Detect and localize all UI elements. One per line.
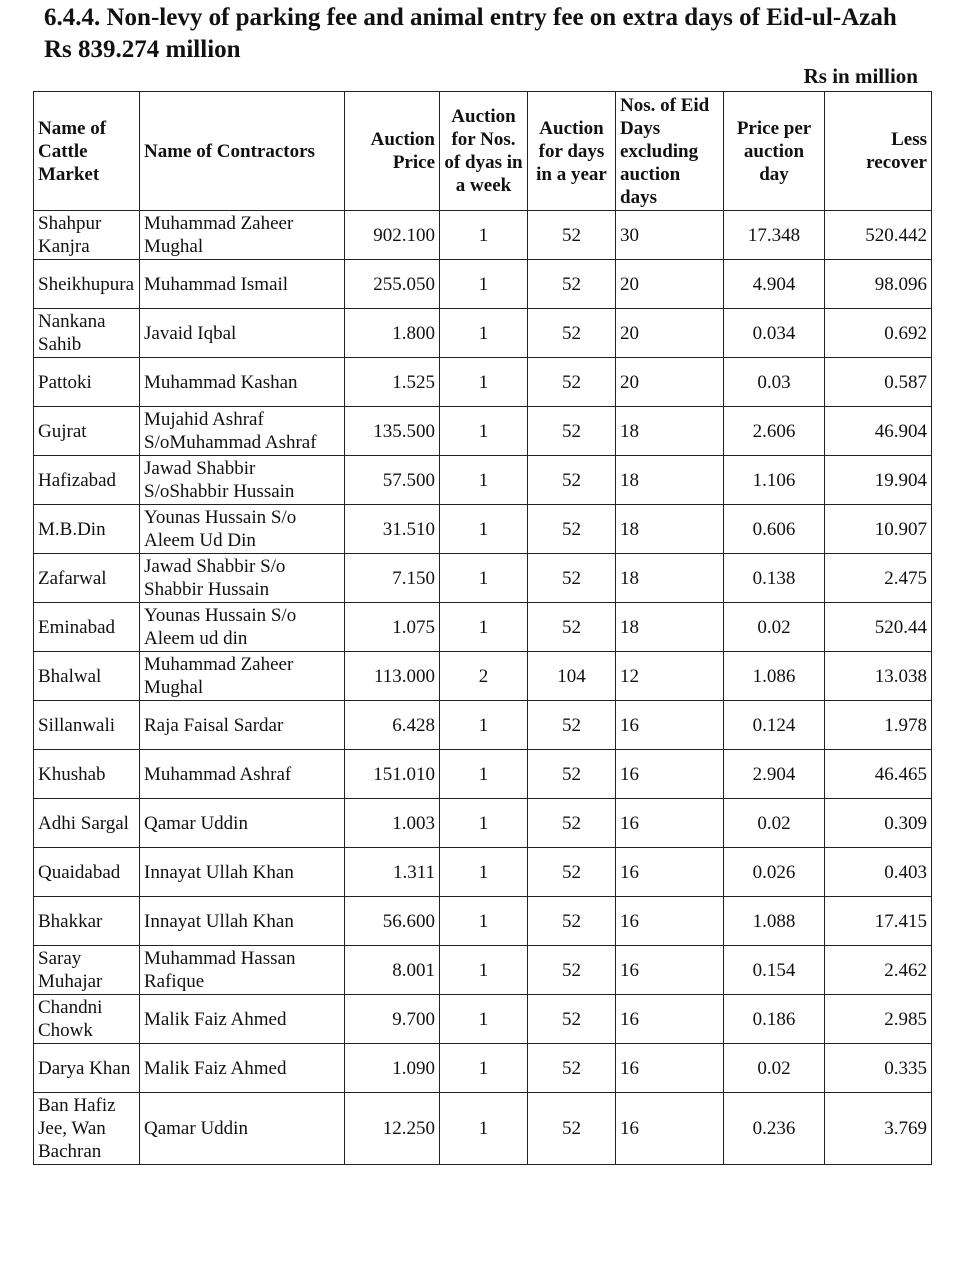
cell-price: 1.090 — [345, 1044, 440, 1093]
cell-price: 255.050 — [345, 260, 440, 309]
cell-per-year: 52 — [528, 554, 616, 603]
cell-contractor: Muhammad Ashraf — [140, 750, 345, 799]
cell-less: 2.985 — [825, 995, 932, 1044]
cell-market: Khushab — [34, 750, 140, 799]
cell-per-week: 1 — [440, 848, 528, 897]
cell-eid-days: 16 — [616, 995, 724, 1044]
cell-per-day: 1.106 — [724, 456, 825, 505]
cell-eid-days: 18 — [616, 505, 724, 554]
cell-contractor: Mujahid Ashraf S/oMuhammad Ashraf — [140, 407, 345, 456]
cell-per-year: 52 — [528, 603, 616, 652]
cell-per-day: 0.02 — [724, 1044, 825, 1093]
table-row — [34, 848, 932, 897]
cell-market: Ban Hafiz Jee, Wan Bachran — [34, 1093, 140, 1165]
cell-contractor: Younas Hussain S/o Aleem ud din — [140, 603, 345, 652]
cell-market: Zafarwal — [34, 554, 140, 603]
header-price: Auction Price — [345, 92, 440, 211]
cell-price: 135.500 — [345, 407, 440, 456]
cell-market: Shahpur Kanjra — [34, 211, 140, 260]
cell-market: Sillanwali — [34, 701, 140, 750]
cell-price: 12.250 — [345, 1093, 440, 1165]
cell-per-year: 52 — [528, 407, 616, 456]
cell-eid-days: 16 — [616, 848, 724, 897]
cell-per-week: 1 — [440, 358, 528, 407]
cell-market: Gujrat — [34, 407, 140, 456]
table-body — [34, 211, 932, 1165]
cell-per-day: 0.236 — [724, 1093, 825, 1165]
cell-less: 46.904 — [825, 407, 932, 456]
cell-per-week: 1 — [440, 505, 528, 554]
table-row — [34, 701, 932, 750]
cell-per-week: 1 — [440, 211, 528, 260]
table-row — [34, 407, 932, 456]
page-title: 6.4.4. Non-levy of parking fee and animal entry fee on extra days of Eid-ul-Azah Rs 839.274 million — [44, 4, 897, 63]
cell-price: 1.525 — [345, 358, 440, 407]
table-row — [34, 995, 932, 1044]
cell-per-week: 1 — [440, 1044, 528, 1093]
cell-less: 98.096 — [825, 260, 932, 309]
cell-eid-days: 16 — [616, 799, 724, 848]
cell-less: 17.415 — [825, 897, 932, 946]
cell-per-day: 17.348 — [724, 211, 825, 260]
cell-market: Hafizabad — [34, 456, 140, 505]
cell-per-week: 1 — [440, 456, 528, 505]
cell-contractor: Younas Hussain S/o Aleem Ud Din — [140, 505, 345, 554]
cell-market: Bhakkar — [34, 897, 140, 946]
cell-price: 902.100 — [345, 211, 440, 260]
cell-per-day: 0.02 — [724, 603, 825, 652]
cell-per-day: 0.02 — [724, 799, 825, 848]
table-row — [34, 456, 932, 505]
cell-eid-days: 20 — [616, 260, 724, 309]
header-per-day: Price per auction day — [724, 92, 825, 211]
cell-eid-days: 16 — [616, 750, 724, 799]
table-row — [34, 505, 932, 554]
cell-per-week: 1 — [440, 897, 528, 946]
cell-less: 0.692 — [825, 309, 932, 358]
table-row — [34, 554, 932, 603]
cell-market: Quaidabad — [34, 848, 140, 897]
cell-less: 19.904 — [825, 456, 932, 505]
cell-per-year: 52 — [528, 358, 616, 407]
cell-per-day: 0.026 — [724, 848, 825, 897]
header-market: Name of Cattle Market — [34, 92, 140, 211]
cell-per-day: 0.606 — [724, 505, 825, 554]
cell-per-year: 52 — [528, 897, 616, 946]
cell-price: 1.311 — [345, 848, 440, 897]
table-row — [34, 750, 932, 799]
table-row — [34, 260, 932, 309]
cell-price: 1.003 — [345, 799, 440, 848]
cell-per-week: 1 — [440, 701, 528, 750]
table-row — [34, 309, 932, 358]
cell-per-day: 1.086 — [724, 652, 825, 701]
cell-contractor: Malik Faiz Ahmed — [140, 1044, 345, 1093]
table-header-row — [34, 92, 932, 211]
cell-less: 3.769 — [825, 1093, 932, 1165]
cell-market: Darya Khan — [34, 1044, 140, 1093]
header-per-year: Auction for days in a year — [528, 92, 616, 211]
cell-per-day: 0.138 — [724, 554, 825, 603]
cell-less: 520.442 — [825, 211, 932, 260]
cell-eid-days: 20 — [616, 309, 724, 358]
cell-contractor: Malik Faiz Ahmed — [140, 995, 345, 1044]
cell-eid-days: 18 — [616, 456, 724, 505]
cell-per-day: 0.03 — [724, 358, 825, 407]
cell-per-week: 1 — [440, 750, 528, 799]
header-eid-days: Nos. of Eid Days excluding auction days — [616, 92, 724, 211]
cell-per-year: 52 — [528, 848, 616, 897]
unit-label: Rs in million — [803, 64, 918, 88]
auction-table — [33, 91, 932, 1165]
cell-per-year: 52 — [528, 995, 616, 1044]
cell-price: 1.075 — [345, 603, 440, 652]
header-less: Less recover — [825, 92, 932, 211]
cell-contractor: Qamar Uddin — [140, 799, 345, 848]
cell-per-year: 52 — [528, 750, 616, 799]
cell-per-year: 52 — [528, 701, 616, 750]
cell-eid-days: 12 — [616, 652, 724, 701]
cell-contractor: Raja Faisal Sardar — [140, 701, 345, 750]
cell-per-year: 52 — [528, 1044, 616, 1093]
cell-per-day: 2.606 — [724, 407, 825, 456]
cell-eid-days: 16 — [616, 946, 724, 995]
cell-market: Nankana Sahib — [34, 309, 140, 358]
cell-per-week: 1 — [440, 407, 528, 456]
cell-per-week: 1 — [440, 1093, 528, 1165]
cell-price: 1.800 — [345, 309, 440, 358]
table-row — [34, 799, 932, 848]
cell-less: 46.465 — [825, 750, 932, 799]
cell-per-week: 2 — [440, 652, 528, 701]
cell-per-day: 0.034 — [724, 309, 825, 358]
header-contractor: Name of Contractors — [140, 92, 345, 211]
cell-price: 31.510 — [345, 505, 440, 554]
cell-per-day: 0.124 — [724, 701, 825, 750]
table-row — [34, 211, 932, 260]
cell-market: M.B.Din — [34, 505, 140, 554]
cell-per-day: 1.088 — [724, 897, 825, 946]
cell-per-year: 52 — [528, 211, 616, 260]
cell-less: 520.44 — [825, 603, 932, 652]
cell-contractor: Innayat Ullah Khan — [140, 848, 345, 897]
cell-per-year: 52 — [528, 1093, 616, 1165]
cell-price: 7.150 — [345, 554, 440, 603]
cell-per-day: 4.904 — [724, 260, 825, 309]
cell-less: 10.907 — [825, 505, 932, 554]
cell-eid-days: 16 — [616, 701, 724, 750]
cell-per-day: 0.186 — [724, 995, 825, 1044]
cell-eid-days: 18 — [616, 407, 724, 456]
cell-eid-days: 16 — [616, 1044, 724, 1093]
cell-eid-days: 30 — [616, 211, 724, 260]
cell-per-week: 1 — [440, 260, 528, 309]
cell-less: 0.335 — [825, 1044, 932, 1093]
cell-price: 57.500 — [345, 456, 440, 505]
cell-contractor: Javaid Iqbal — [140, 309, 345, 358]
cell-per-year: 52 — [528, 505, 616, 554]
table-row — [34, 1093, 932, 1165]
cell-eid-days: 16 — [616, 897, 724, 946]
cell-per-week: 1 — [440, 799, 528, 848]
cell-eid-days: 16 — [616, 1093, 724, 1165]
cell-market: Eminabad — [34, 603, 140, 652]
cell-less: 0.403 — [825, 848, 932, 897]
cell-less: 2.475 — [825, 554, 932, 603]
cell-contractor: Jawad Shabbir S/o Shabbir Hussain — [140, 554, 345, 603]
cell-per-year: 52 — [528, 946, 616, 995]
cell-per-year: 52 — [528, 309, 616, 358]
table-row — [34, 1044, 932, 1093]
cell-less: 0.309 — [825, 799, 932, 848]
cell-contractor: Qamar Uddin — [140, 1093, 345, 1165]
cell-price: 6.428 — [345, 701, 440, 750]
cell-per-year: 104 — [528, 652, 616, 701]
cell-market: Sheikhupura — [34, 260, 140, 309]
cell-market: Adhi Sargal — [34, 799, 140, 848]
cell-per-week: 1 — [440, 603, 528, 652]
cell-per-week: 1 — [440, 309, 528, 358]
cell-contractor: Innayat Ullah Khan — [140, 897, 345, 946]
cell-less: 13.038 — [825, 652, 932, 701]
cell-market: Bhalwal — [34, 652, 140, 701]
table-row — [34, 358, 932, 407]
cell-less: 0.587 — [825, 358, 932, 407]
cell-per-year: 52 — [528, 799, 616, 848]
cell-eid-days: 20 — [616, 358, 724, 407]
table-row — [34, 603, 932, 652]
cell-per-week: 1 — [440, 946, 528, 995]
header-per-week: Auction for Nos. of dyas in a week — [440, 92, 528, 211]
cell-per-day: 0.154 — [724, 946, 825, 995]
cell-market: Saray Muhajar — [34, 946, 140, 995]
cell-contractor: Muhammad Zaheer Mughal — [140, 652, 345, 701]
cell-contractor: Muhammad Kashan — [140, 358, 345, 407]
cell-contractor: Muhammad Zaheer Mughal — [140, 211, 345, 260]
cell-eid-days: 18 — [616, 554, 724, 603]
cell-price: 113.000 — [345, 652, 440, 701]
cell-contractor: Jawad Shabbir S/oShabbir Hussain — [140, 456, 345, 505]
cell-price: 9.700 — [345, 995, 440, 1044]
cell-contractor: Muhammad Ismail — [140, 260, 345, 309]
cell-market: Pattoki — [34, 358, 140, 407]
cell-per-year: 52 — [528, 260, 616, 309]
cell-eid-days: 18 — [616, 603, 724, 652]
cell-per-week: 1 — [440, 995, 528, 1044]
cell-price: 151.010 — [345, 750, 440, 799]
cell-market: Chandni Chowk — [34, 995, 140, 1044]
table-row — [34, 897, 932, 946]
cell-per-week: 1 — [440, 554, 528, 603]
table-row — [34, 652, 932, 701]
cell-contractor: Muhammad Hassan Rafique — [140, 946, 345, 995]
cell-less: 2.462 — [825, 946, 932, 995]
cell-per-day: 2.904 — [724, 750, 825, 799]
cell-per-year: 52 — [528, 456, 616, 505]
cell-price: 56.600 — [345, 897, 440, 946]
cell-price: 8.001 — [345, 946, 440, 995]
table-row — [34, 946, 932, 995]
cell-less: 1.978 — [825, 701, 932, 750]
